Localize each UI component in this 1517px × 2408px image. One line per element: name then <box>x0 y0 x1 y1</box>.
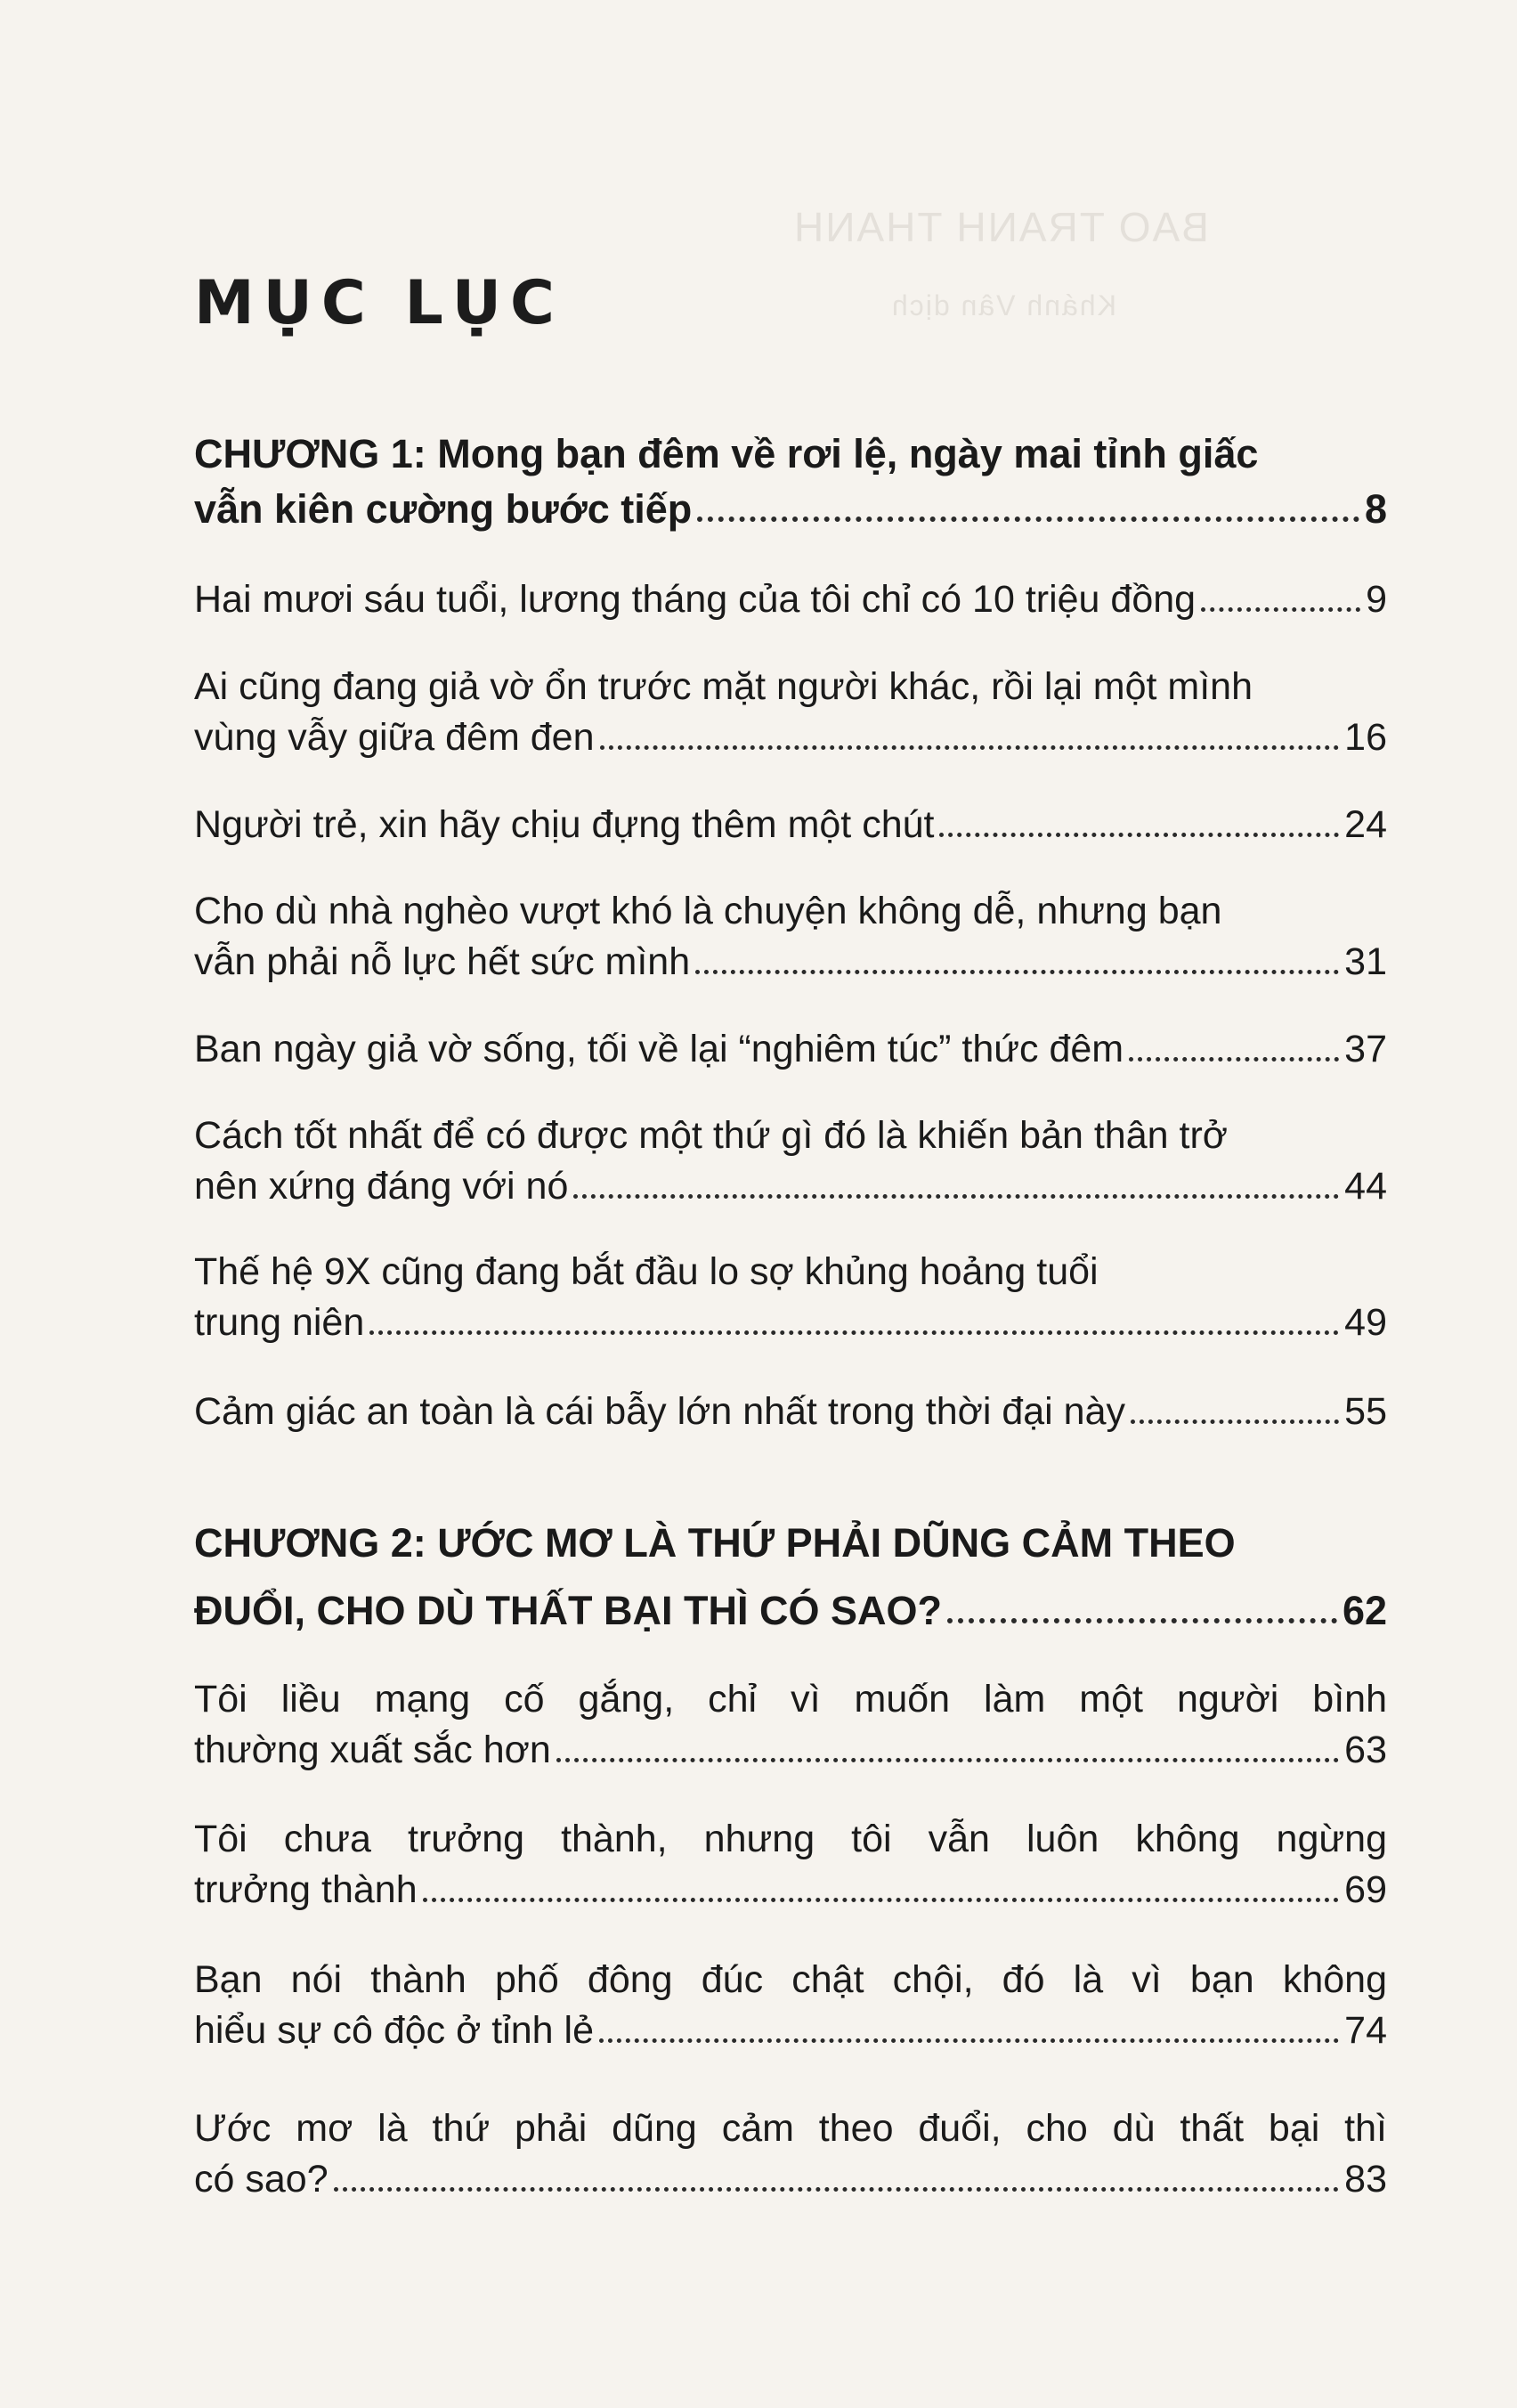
chapter-2-page: 62 <box>1342 1588 1387 1633</box>
toc-entry-text: thường xuất sắc hơn <box>194 1729 551 1771</box>
toc-entry-text: Tôi chưa trưởng thành, nhưng tôi vẫn luôn không ngừng <box>194 1818 1387 1860</box>
toc-entry-page: 16 <box>1344 716 1387 759</box>
toc-entry-text: Cho dù nhà nghèo vượt khó là chuyện không dễ, nhưng bạn <box>194 890 1222 932</box>
toc-entry-text: Người trẻ, xin hãy chịu đựng thêm một chút <box>194 803 935 846</box>
dot-leader <box>334 2187 1340 2192</box>
show-through-text: Khánh Vân dịch <box>890 289 1116 321</box>
toc-entry-line <box>194 712 1387 762</box>
toc-entry-line <box>194 2154 1387 2204</box>
dot-leader <box>600 745 1340 750</box>
toc-entry-text: Hai mươi sáu tuổi, lương tháng của tôi chỉ có 10 triệu đồng <box>194 578 1197 621</box>
toc-entry-text: Ban ngày giả vờ sống, tối về lại “nghiêm túc” thức đêm <box>194 1028 1124 1070</box>
toc-entry-page: 31 <box>1344 940 1387 983</box>
toc-entry-page: 55 <box>1344 1390 1387 1433</box>
dot-leader <box>599 2038 1339 2043</box>
toc-entry-text: vẫn phải nỗ lực hết sức mình <box>194 940 691 983</box>
toc-entry-text: trung niên <box>194 1301 365 1344</box>
toc-entry-line <box>194 2005 1387 2055</box>
toc-entry-line <box>194 937 1387 987</box>
dot-leader <box>947 1618 1337 1623</box>
toc-entry-text: vùng vẫy giữa đêm đen <box>194 716 595 759</box>
toc-entry-page: 83 <box>1344 2158 1387 2201</box>
toc-entry-text: Cách tốt nhất để có được một thứ gì đó là khiến bản thân trở <box>194 1114 1228 1157</box>
toc-entry-text: Cảm giác an toàn là cái bẫy lớn nhất trong thời đại này <box>194 1390 1126 1433</box>
dot-leader <box>1201 607 1360 612</box>
toc-entry-text: Tôi liều mạng cố gắng, chỉ vì muốn làm một người bình <box>194 1678 1387 1721</box>
toc-entry-page: 44 <box>1344 1165 1387 1208</box>
toc-entry-text: Ai cũng đang giả vờ ổn trước mặt người khác, rồi lại một mình <box>194 665 1253 708</box>
toc-entry-text: hiểu sự cô độc ở tỉnh lẻ <box>194 2009 595 2052</box>
toc-entry-text: Thế hệ 9X cũng đang bắt đầu lo sợ khủng hoảng tuổi <box>194 1250 1099 1293</box>
chapter-2-line-2 <box>194 1586 1387 1636</box>
chapter-1-line-2 <box>194 484 1387 534</box>
chapter-2-line-2-text: ĐUỔI, CHO DÙ THẤT BẠI THÌ CÓ SAO? <box>194 1588 942 1633</box>
dot-leader <box>695 970 1339 974</box>
toc-entry-page: 24 <box>1344 803 1387 846</box>
dot-leader <box>423 1898 1340 1902</box>
toc-entry-page: 49 <box>1344 1301 1387 1344</box>
toc-entry-text: trưởng thành <box>194 1868 418 1911</box>
dot-leader <box>1131 1420 1339 1424</box>
toc-entry-line <box>194 1865 1387 1915</box>
chapter-1-line-1: CHƯƠNG 1: Mong bạn đêm về rơi lệ, ngày mai tỉnh giấc <box>194 431 1259 476</box>
toc-entry-line <box>194 1024 1387 1074</box>
dot-leader <box>1129 1057 1339 1062</box>
toc-entry-text: Ước mơ là thứ phải dũng cảm theo đuổi, cho dù thất bại thì <box>194 2107 1387 2150</box>
toc-entry-page: 69 <box>1344 1868 1387 1911</box>
toc-entry-line <box>194 1387 1387 1436</box>
toc-entry-text: có sao? <box>194 2158 329 2201</box>
chapter-1-line-2-text: vẫn kiên cường bước tiếp <box>194 486 693 532</box>
toc-entry-line <box>194 800 1387 850</box>
toc-entry-text: Bạn nói thành phố đông đúc chật chội, đó là vì bạn không <box>194 1958 1387 2001</box>
toc-entry-page: 37 <box>1344 1028 1387 1070</box>
toc-entry-line <box>194 1298 1387 1347</box>
toc-entry-line <box>194 574 1387 624</box>
show-through-text: BAO TRANH THANH <box>792 204 1209 250</box>
dot-leader <box>697 517 1359 522</box>
toc-entry-page: 74 <box>1344 2009 1387 2052</box>
dot-leader <box>369 1330 1339 1335</box>
dot-leader <box>573 1194 1339 1199</box>
dot-leader <box>556 1758 1339 1762</box>
page-title: MỤC LỤC <box>194 267 564 338</box>
toc-entry-line <box>194 1161 1387 1211</box>
toc-entry-page: 63 <box>1344 1729 1387 1771</box>
chapter-2-line-1: CHƯƠNG 2: ƯỚC MƠ LÀ THỨ PHẢI DŨNG CẢM THEO <box>194 1520 1236 1566</box>
toc-entry-text: nên xứng đáng với nó <box>194 1165 569 1208</box>
toc-entry-line <box>194 1725 1387 1775</box>
chapter-1-page: 8 <box>1364 486 1387 532</box>
toc-entry-page: 9 <box>1366 578 1387 621</box>
dot-leader <box>939 833 1339 837</box>
